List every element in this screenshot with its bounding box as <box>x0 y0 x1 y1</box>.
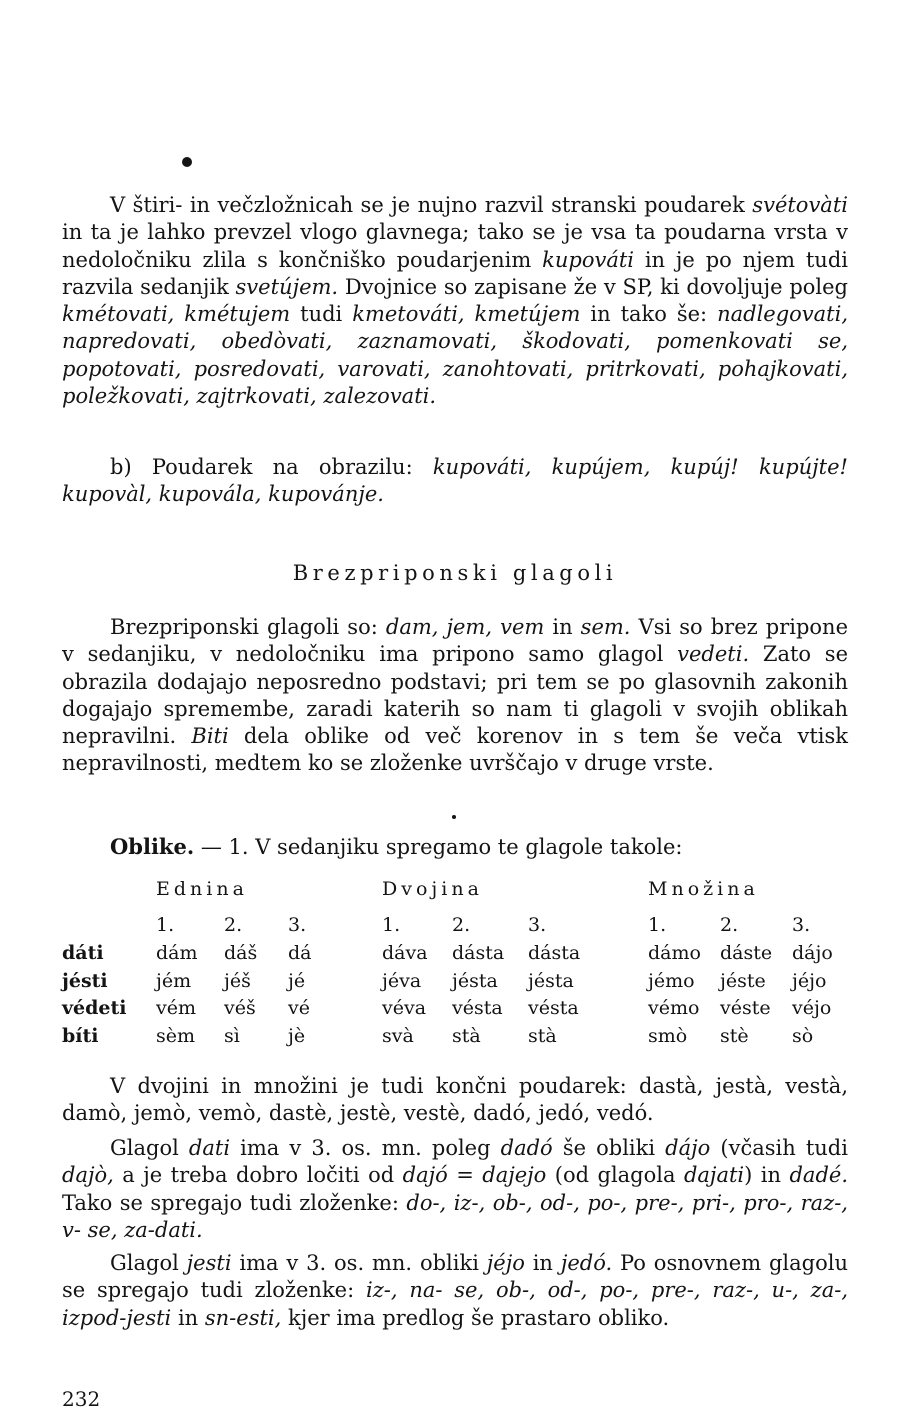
body-text: in tako še: <box>580 302 718 327</box>
verb-form: smò <box>648 1025 688 1047</box>
verb-form: sì <box>224 1025 240 1047</box>
italic-text: dajati <box>683 1163 745 1188</box>
person-number: 3. <box>288 914 307 936</box>
body-text: (od glagola <box>546 1163 684 1188</box>
verb-form: véjo <box>792 997 832 1019</box>
italic-text: Biti <box>191 724 229 749</box>
person-number: 2. <box>720 914 739 936</box>
body-text: še obliki <box>552 1136 666 1160</box>
person-number: 3. <box>528 914 547 936</box>
italic-text: dati <box>188 1136 231 1160</box>
italic-text: nadlegovati, napredovati, obedòvati, zaznamovati, škodovati, pomenkovati se, popotovati, posredovati, varovati, zanohtovati, pritrkovati, pohajkovati, poležkovati, zajtrkovati, zalezovati. <box>62 302 849 409</box>
body-text: V dvojini in množini je tudi končni poudarek: dastà, jestà, vestà, damò, jemò, vemò, dastè, jestè, vestè, dadó, jedó, vedó. <box>62 1074 848 1126</box>
verb-form: jémo <box>648 970 695 992</box>
italic-text: dadé. <box>789 1163 848 1188</box>
group-header-plural: Množina <box>648 878 759 900</box>
body-text: Glagol <box>110 1251 187 1275</box>
italic-text: kmetováti, kmetújem <box>352 302 581 327</box>
body-text: ima v 3. os. mn. obliki <box>231 1251 487 1275</box>
person-number: 1. <box>156 914 175 936</box>
italic-text: vedeti. <box>677 642 750 667</box>
body-text: ima v 3. os. mn. poleg <box>230 1136 501 1160</box>
italic-text: dadó <box>500 1136 553 1160</box>
body-text: Glagol <box>110 1136 189 1160</box>
verb-form: stà <box>528 1025 557 1047</box>
verb-form: vé <box>288 997 310 1019</box>
paragraph-accent-shift <box>62 192 848 410</box>
section-heading: Brezpriponski glagoli <box>292 561 618 585</box>
body-text: in <box>544 615 581 639</box>
italic-text: iz-, na- se, ob-, od-, po-, pre-, raz-, u-, za-, izpod-jesti <box>62 1278 849 1330</box>
verb-form: jém <box>156 970 192 992</box>
body-text: Po osnovnem glagolu se spregajo tudi zloženke: <box>62 1251 848 1303</box>
group-header-singular: Ednina <box>156 878 248 900</box>
italic-text: svetújem. <box>235 274 339 299</box>
verb-form: dámo <box>648 942 701 964</box>
page-number: 232 <box>62 1387 101 1411</box>
verb-form: dáste <box>720 942 773 964</box>
verb-form: stè <box>720 1025 749 1047</box>
verb-form: jéva <box>382 970 422 992</box>
italic-text: kmétovati, kmétujem <box>62 302 291 327</box>
verb-form: dám <box>156 942 198 964</box>
verb-form: véva <box>382 997 427 1019</box>
italic-text: jéjo <box>486 1251 525 1275</box>
forms-intro-text: — 1. V sedanjiku spregamo te glagole takole: <box>194 835 683 859</box>
verb-form: dásta <box>452 942 505 964</box>
verb-form: sèm <box>156 1025 196 1047</box>
body-text: Brezpriponski glagoli so: <box>110 615 386 639</box>
person-number: 1. <box>382 914 401 936</box>
print-dot <box>182 157 192 167</box>
verb-form: dájo <box>792 942 833 964</box>
italic-text: jesti <box>186 1251 232 1275</box>
italic-text: do-, iz-, ob-, od-, po-, pre-, pri-, pro-, raz-, v- se, za-dati. <box>62 1190 848 1242</box>
body-text: a je treba dobro ločiti od <box>113 1163 403 1188</box>
italic-text: jedó. <box>560 1251 613 1275</box>
body-text: kjer ima predlog še prastaro obliko. <box>281 1305 670 1330</box>
forms-intro <box>110 834 682 859</box>
paragraph-final-accent <box>62 1073 848 1128</box>
verb-form: vémo <box>648 997 700 1019</box>
verb-infinitive: dáti <box>62 942 104 964</box>
person-number: 2. <box>224 914 243 936</box>
body-text: b) Poudarek na obrazilu: <box>110 455 433 479</box>
verb-form: stà <box>452 1025 481 1047</box>
person-number: 1. <box>648 914 667 936</box>
verb-form: dásta <box>528 942 581 964</box>
body-text: (včasih tudi <box>710 1136 848 1160</box>
body-text: in ta je lahko prevzel vlogo glavnega; tako se je vsa ta poudarna vrsta v nedoločniku zlila s končniško poudarjenim <box>62 220 848 272</box>
body-text: V štiri- in večzložnicah se je nujno razvil stranski poudarek <box>110 193 753 217</box>
verb-infinitive: bíti <box>62 1025 99 1047</box>
verb-form: dáš <box>224 942 258 964</box>
body-text: Zato se obrazila dodajajo neposredno podstavi; pri tem se po glasovnih zakonih dogajajo spremembe, zaradi katerih so nam ti glagoli v svojih oblikah nepravilni. <box>62 642 849 749</box>
italic-text: kupováti, kupújem, kupúj! kupújte! kupovàl, kupovála, kupovánje. <box>62 455 848 507</box>
verb-form: jéste <box>720 970 766 992</box>
verb-form: véš <box>224 997 256 1019</box>
paragraph-dati <box>62 1135 848 1244</box>
group-header-dual: Dvojina <box>382 878 483 900</box>
italic-text: sem. <box>580 615 631 639</box>
verb-form: vésta <box>528 997 579 1019</box>
paragraph-jesti <box>62 1250 848 1332</box>
verb-form: jè <box>288 1025 306 1047</box>
verb-infinitive: védeti <box>62 997 127 1019</box>
person-number: 3. <box>792 914 811 936</box>
verb-form: jésta <box>528 970 574 992</box>
body-text: Tako se spregajo tudi zloženke: <box>62 1190 407 1215</box>
italic-text: dajò, <box>62 1163 114 1188</box>
verb-form: vém <box>156 997 196 1019</box>
italic-text: svétovàti <box>752 193 848 217</box>
body-text: dela oblike od več korenov in s tem še veča vtisk nepravilnosti, medtem ko se zloženke uvrščajo v druge vrste. <box>62 724 848 776</box>
body-text: Dvojnice so zapisane že v SP, ki dovoljuje poleg <box>338 274 848 299</box>
paragraph-suffix-accent <box>62 454 848 509</box>
print-dot <box>452 815 456 819</box>
italic-text: dájo <box>665 1136 711 1160</box>
verb-form: jéš <box>224 970 251 992</box>
body-text: Vsi so brez pripone v sedanjiku, v nedoločniku ima pripono samo glagol <box>62 615 849 667</box>
paragraph-suffixless-verbs <box>62 614 848 778</box>
verb-form: svà <box>382 1025 414 1047</box>
italic-text: dam, jem, vem <box>385 615 545 639</box>
body-text: tudi <box>290 302 353 327</box>
verb-form: sò <box>792 1025 814 1047</box>
person-number: 2. <box>452 914 471 936</box>
body-text: in <box>171 1305 205 1330</box>
body-text: in je po njem tudi razvila sedanjik <box>62 247 848 299</box>
verb-form: jéjo <box>792 970 827 992</box>
forms-label: Oblike. <box>110 834 195 859</box>
verb-form: jésta <box>452 970 498 992</box>
italic-text: sn-esti, <box>204 1305 282 1330</box>
italic-text: dajó = dajejo <box>402 1163 547 1188</box>
body-text: in <box>524 1251 561 1275</box>
verb-form: dáva <box>382 942 428 964</box>
verb-form: vésta <box>452 997 503 1019</box>
verb-infinitive: jésti <box>62 970 108 992</box>
verb-form: jé <box>288 970 306 992</box>
italic-text: kupováti <box>542 247 634 272</box>
verb-form: véste <box>720 997 771 1019</box>
verb-form: dá <box>288 942 312 964</box>
body-text: ) in <box>744 1163 790 1188</box>
